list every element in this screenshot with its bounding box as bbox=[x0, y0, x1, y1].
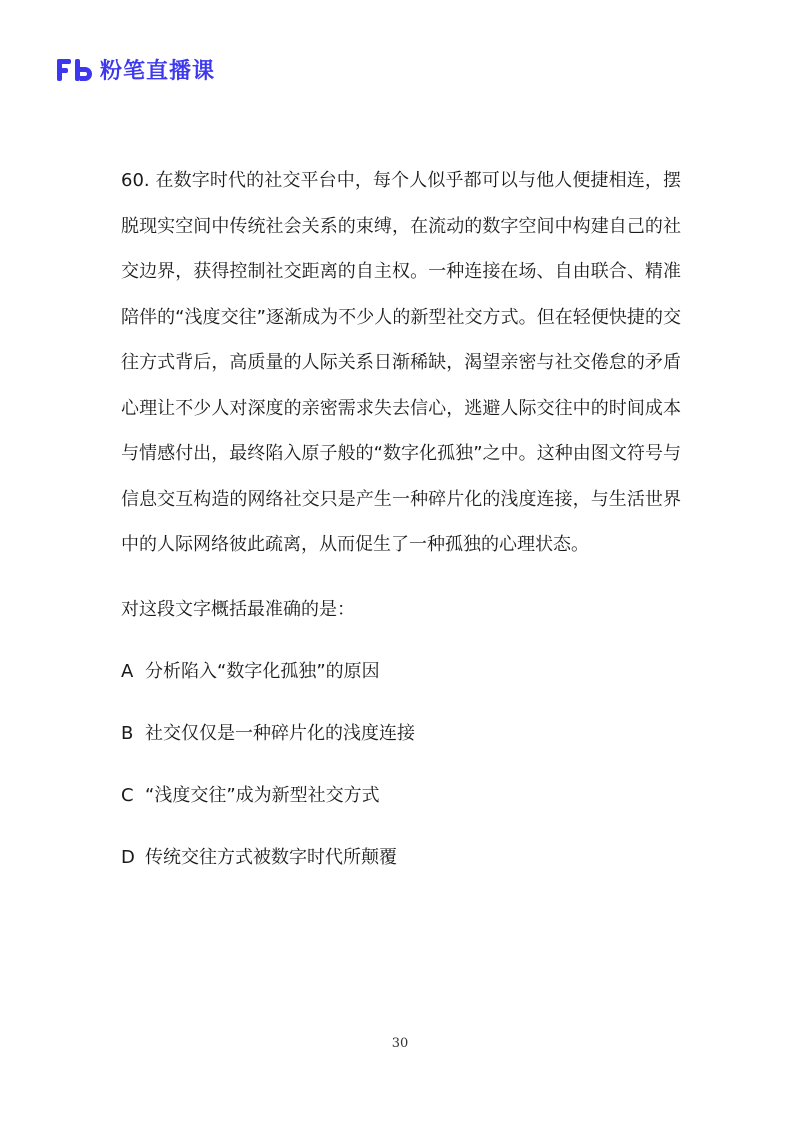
option-d[interactable] bbox=[121, 843, 397, 873]
option-letter: A bbox=[121, 661, 134, 682]
option-letter: C bbox=[121, 785, 134, 806]
page-number: 30 bbox=[391, 1036, 409, 1051]
option-letter: B bbox=[121, 723, 134, 744]
option-a[interactable] bbox=[121, 657, 380, 687]
question-prompt: 对这段文字概括最准确的是： bbox=[121, 599, 355, 620]
question-stem bbox=[121, 158, 681, 568]
option-text: “浅度交往”成为新型社交方式 bbox=[145, 785, 380, 806]
question-stem-text: 在数字时代的社交平台中，每个人似乎都可以与他人便捷相连，摆脱现实空间中传统社会关系的束缚，在流动的数字空间中构建自己的社交边界，获得控制社交距离的自主权。一种连接在场、自由联合、精准陪伴的“浅度交往”逐渐成为不少人的新型社交方式。但在轻便快捷的交往方式背后，高质量的人际关系日渐稀缺，渴望亲密与社交倦怠的矛盾心理让不少人对深度的亲密需求失去信心，逃避人际交往中的时间成本与情感付出，最终陷入原子般的“数字化孤独”之中。这种由图文符号与信息交互构造的网络社交只是产生一种碎片化的浅度连接，与生活世界中的人际网络彼此疏离，从而促生了一种孤独的心理状态。 bbox=[121, 170, 681, 555]
question-number: 60. bbox=[121, 170, 150, 191]
option-text: 传统交往方式被数字时代所颠覆 bbox=[145, 847, 397, 868]
option-text: 社交仅仅是一种碎片化的浅度连接 bbox=[145, 723, 415, 744]
logo-text: 粉笔直播课 bbox=[100, 59, 216, 84]
fenbi-logo-icon bbox=[56, 57, 94, 83]
brand-logo bbox=[56, 54, 215, 85]
option-text: 分析陷入“数字化孤独”的原因 bbox=[145, 661, 380, 682]
option-c[interactable] bbox=[121, 781, 380, 811]
question-block bbox=[121, 158, 681, 868]
option-letter: D bbox=[121, 847, 135, 868]
option-b[interactable] bbox=[121, 719, 415, 749]
